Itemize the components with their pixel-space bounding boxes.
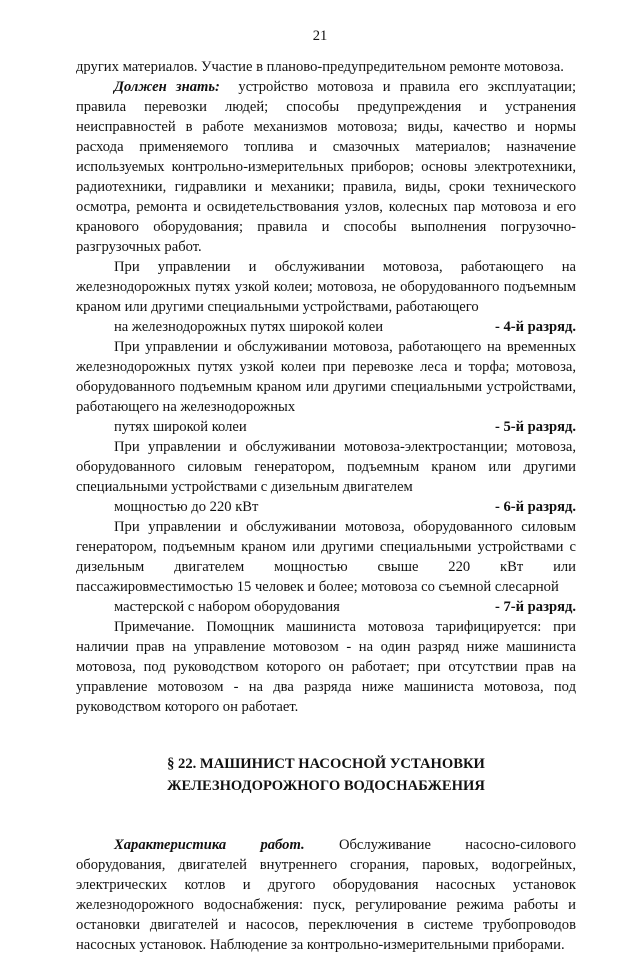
rank-last-line [76, 417, 576, 437]
work-characteristics-text: Обслуживание насосно-силового оборудования, двигателей внутреннего сгорания, паровых, водогрейных, электрических котлов и другого оборудования насосных установок железнодорожного водоснабжения: пуск, регулирование режима работы и остановки двигателей и насосов, переключения в системе трубопроводов насосных установок. Наблюдение за контрольно-измерительными приборами. [76, 837, 576, 953]
rank-last-text: путях широкой колеи [114, 419, 247, 435]
section-title-line-1: § 22. МАШИНИСТ НАСОСНОЙ УСТАНОВКИ [167, 756, 485, 772]
work-characteristics-paragraph [76, 835, 576, 955]
rank-label: - 7-й разряд. [494, 599, 576, 615]
intro-paragraph: других материалов. Участие в планово-предупредительном ремонте мотовоза. [76, 59, 564, 75]
document-body [76, 57, 576, 955]
rank-text: При управлении и обслуживании мотовоза, работающего на железнодорожных путях узкой колеи; мотовоза, не оборудованного подъемным краном или другими специальными устройствами, работающего [76, 259, 576, 315]
must-know-paragraph [76, 77, 576, 257]
note-paragraph: Примечание. Помощник машиниста мотовоза тарифицируется: при наличии прав на управление мотовозом - на один разряд ниже машиниста мотовоза, под руководством которого он работает; при отсутствии прав на управление мотовозом - на два разряда ниже машиниста мотовоза, под руководством которого он работает. [76, 619, 576, 715]
section-title-line-2: ЖЕЛЕЗНОДОРОЖНОГО ВОДОСНАБЖЕНИЯ [167, 778, 485, 794]
rank-paragraph-7 [76, 517, 576, 617]
rank-text: При управлении и обслуживании мотовоза-электростанции; мотовоза, оборудованного силовым генератором, подъемным краном или другими специальными устройствами с дизельным двигателем [76, 439, 576, 495]
rank-last-text: мощностью до 220 кВт [114, 499, 259, 515]
rank-label: - 4-й разряд. [494, 319, 576, 335]
must-know-label: Должен знать: [114, 79, 220, 95]
rank-label: - 5-й разряд. [494, 419, 576, 435]
must-know-text: устройство мотовоза и правила его эксплуатации; правила перевозки людей; способы предупреждения и устранения неисправностей в работе механизмов мотовоза; виды, качество и нормы расхода применяемого топлива и смазочных материалов; назначение используемых контрольно-измерительных приборов; основы электротехники, радиотехники, гидравлики и механики; правила, виды, сроки технического осмотра, ремонта и освидетельствования узлов, колесных пар мотовоза и его кранового оборудования; правила и способы выполнения погрузочно-разгрузочных работ. [76, 79, 577, 255]
section-title [76, 753, 576, 797]
rank-label: - 6-й разряд. [494, 499, 576, 515]
rank-last-text: на железнодорожных путях широкой колеи [114, 319, 384, 335]
rank-last-line [76, 597, 576, 617]
rank-text: При управлении и обслуживании мотовоза, оборудованного силовым генератором, подъемным краном или другими специальными устройствами с дизельным двигателем мощностью свыше 220 кВт или пассажировместимостью 15 человек и более; мотовоза со съемной слесарной [76, 519, 576, 595]
rank-paragraph-5 [76, 337, 576, 437]
rank-last-line [76, 317, 576, 337]
rank-last-text: мастерской с набором оборудования [114, 599, 340, 615]
rank-last-line [76, 497, 576, 517]
work-characteristics-label: Характеристика работ. [114, 837, 305, 853]
page-number: 21 [312, 28, 328, 44]
rank-paragraph-4 [76, 257, 576, 337]
rank-paragraph-6 [76, 437, 576, 517]
rank-text: При управлении и обслуживании мотовоза, работающего на временных железнодорожных путях узкой колеи при перевозке леса и торфа; мотовоза, оборудованного подъемным краном или другими специальными устройствами, работающего на железнодорожных [76, 339, 576, 415]
